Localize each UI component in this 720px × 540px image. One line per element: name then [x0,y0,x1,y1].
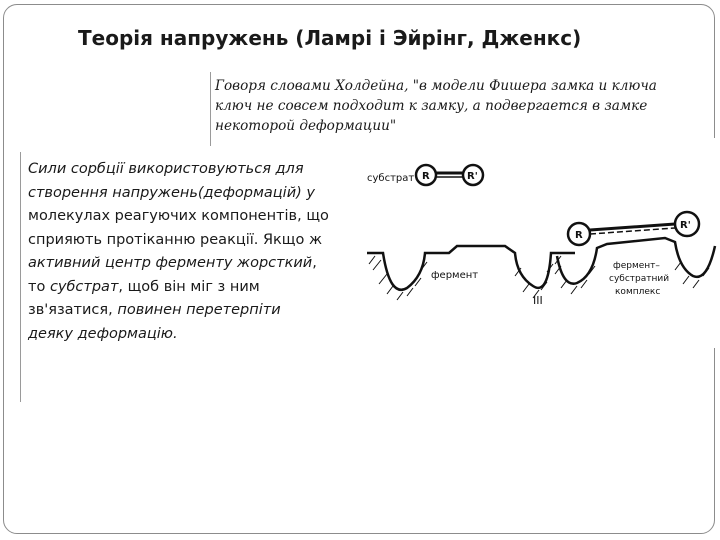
complex-label-line-3: комплекс [615,287,661,297]
complex-r-label: R [575,230,583,241]
quote-text: Говоря словами Холдейна, "в модели Фишера замка и ключа ключ не совсем подходит к замку, а подвергается в замке некоторой деформации" [215,78,657,134]
enzyme-label: фермент [431,270,479,281]
body-divider [20,152,21,402]
complex-label-line-2: субстратний [609,274,670,284]
substrate-label: субстрат [367,173,415,184]
body-text-3: активний центр ферменту жорсткий [28,255,313,271]
complex-rprime-label: R' [680,220,691,231]
enzyme-surface-free [367,246,575,290]
body-text-5: субстрат [49,278,119,295]
body-paragraph [28,158,330,346]
complex-label-line-1: фермент– [613,261,660,271]
slide-title: Теорія напружень (Ламрі і Эйрінг, Дженкс) [78,26,582,50]
body-text-6: , щоб він міг з ним зв'язатися, [28,278,260,318]
substrate-r-label: R [422,171,430,182]
deformation-diagram [345,138,717,348]
quote-divider [210,72,211,146]
enzyme-deformation-figure [345,138,717,348]
body-text-7: повинен перетерпіти деяку деформацію. [28,302,281,342]
substrate-rprime-label: R' [467,171,478,182]
body-text-2: молекулах реагуючих компонентів, що сприяють протіканню реакції. Якщо ж [28,208,329,248]
body-text-4: , то [28,255,317,295]
body-text-1: Сили сорбції використовуються для створення напружень(деформацій) у [28,161,315,201]
roman-numeral: III [533,294,543,307]
